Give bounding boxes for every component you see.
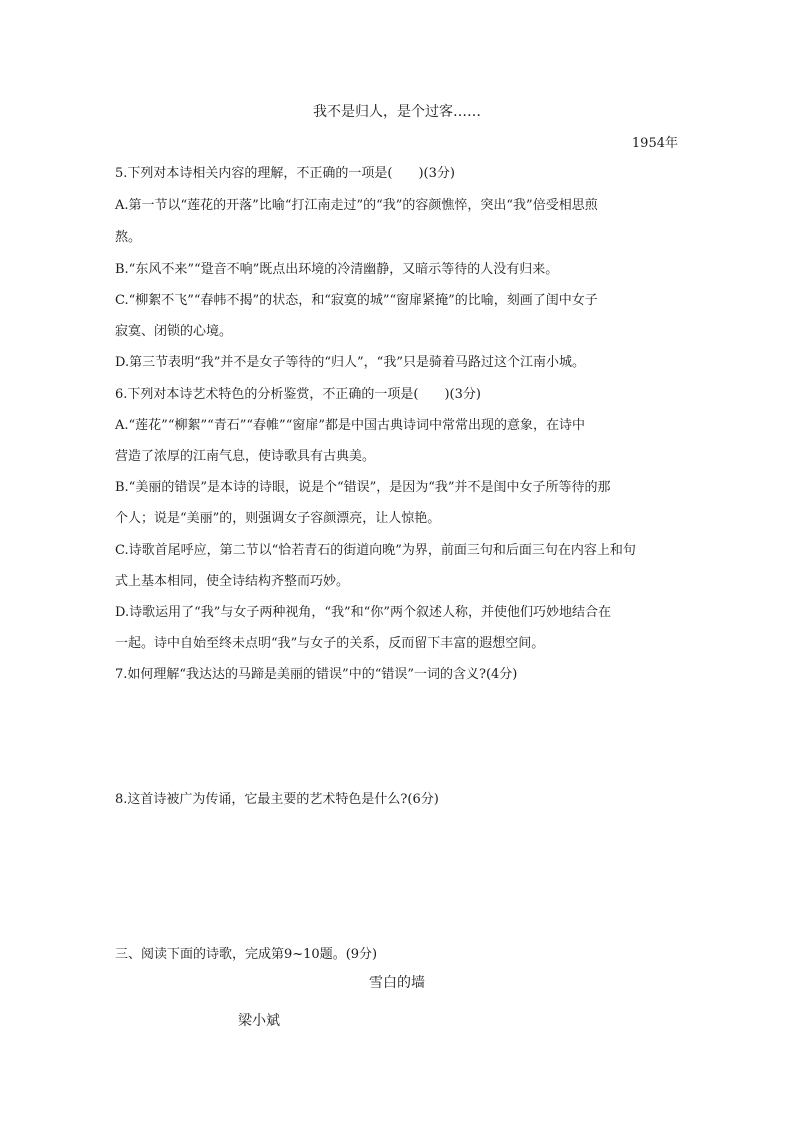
- poem-2-author: 梁小斌: [238, 1013, 280, 1029]
- question-5-option-d: D.第三节表明“我”并不是女子等待的“归人”，“我”只是骑着马路过这个江南小城。: [115, 355, 585, 370]
- poem-year: 1954年: [631, 136, 678, 151]
- question-5-option-a: A.第一节以“莲花的开落”比喻“打江南走过”的“我”的容颜憔悴，突出“我”倍受相思煎: [115, 198, 598, 213]
- question-8: 8.这首诗被广为传诵，它最主要的艺术特色是什么?(6分): [115, 792, 439, 807]
- section-3-heading: 三、阅读下面的诗歌，完成第9~10题。(9分): [115, 947, 378, 962]
- question-5-option-a-cont: 熬。: [115, 230, 142, 245]
- question-6-option-a: A.“莲花”“柳絮”“青石”“春帷”“窗扉”都是中国古典诗词中常常出现的意象，在诗中: [115, 418, 585, 433]
- question-5-stem: 5.下列对本诗相关内容的理解，不正确的一项是( )(3分): [115, 166, 455, 181]
- question-6-option-a-cont: 营造了浓厚的江南气息，使诗歌具有古典美。: [115, 449, 376, 464]
- question-6-option-d-cont: 一起。诗中自始至终未点明“我”与女子的关系，反而留下丰富的遐想空间。: [115, 636, 545, 651]
- question-5-option-c-cont: 寂寞、闭锁的心境。: [115, 324, 233, 339]
- question-5-option-b: B.“东风不来”“跫音不响”既点出环境的冷清幽静，又暗示等待的人没有归来。: [115, 262, 559, 277]
- question-7: 7.如何理解“我达达的马蹄是美丽的错误”中的“错误”一词的含义?(4分): [115, 667, 518, 682]
- question-6-option-b-cont: 个人；说是“美丽”的，则强调女子容颜漂亮，让人惊艳。: [115, 511, 441, 526]
- question-6-stem: 6.下列对本诗艺术特色的分析鉴赏，不正确的一项是( )(3分): [115, 387, 481, 402]
- question-6-option-d: D.诗歌运用了“我”与女子两种视角，“我”和“你”两个叙述人称，并使他们巧妙地结合在: [115, 605, 611, 620]
- question-6-option-c: C.诗歌首尾呼应，第二节以“恰若青石的街道向晚”为界，前面三句和后面三句在内容上和句: [115, 543, 636, 558]
- question-5-option-c: C.“柳絮不飞”“春帏不揭”的状态，和“寂寞的城”“窗扉紧掩”的比喻，刻画了闺中女子: [115, 293, 598, 308]
- question-6-option-c-cont: 式上基本相同，使全诗结构齐整而巧妙。: [115, 574, 350, 589]
- poem-2-title: 雪白的墙: [369, 975, 425, 991]
- question-6-option-b: B.“美丽的错误”是本诗的诗眼，说是个“错误”，是因为“我”并不是闺中女子所等待的那: [115, 480, 611, 495]
- poem-last-line: 我不是归人，是个过客……: [313, 104, 481, 120]
